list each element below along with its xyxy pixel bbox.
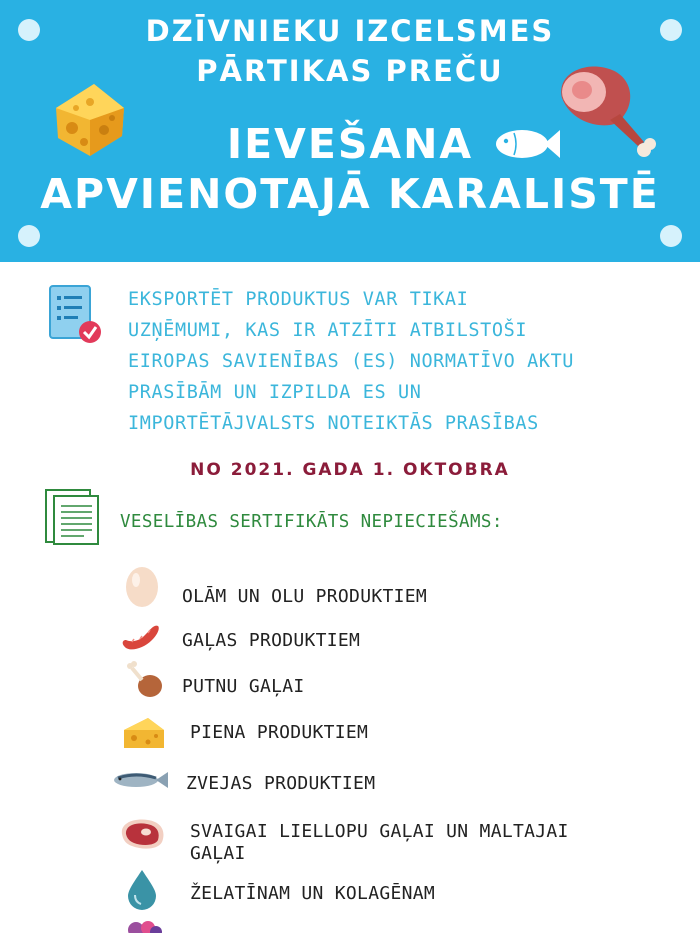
egg-icon (124, 562, 160, 608)
item-label-line-1: SVAIGAI LIELLOPU GAĻAI UN MALTAJAI (190, 821, 569, 842)
cheese-icon (122, 714, 166, 752)
item-label-line-2: GAĻAI (190, 843, 246, 864)
droplet-icon (126, 868, 158, 910)
chicken-leg-icon (124, 660, 164, 700)
list-item (182, 630, 360, 652)
intro-line: PRASĪBĀM UN IZPILDA ES UN (128, 382, 422, 403)
header-title-line-1: DZĪVNIEKU IZCELSMES (145, 14, 555, 48)
corner-dot (18, 225, 40, 247)
intro-line: EIROPAS SAVIENĪBAS (ES) NORMATĪVO AKTU (128, 351, 575, 372)
item-label: ZVEJAS PRODUKTIEM (186, 773, 376, 794)
item-label: ŽELATĪNAM UN KOLAGĒNAM (190, 883, 436, 904)
intro-line: UZŅĒMUMI, KAS IR ATZĪTI ATBILSTOŠI (128, 320, 528, 341)
intro-line: IMPORTĒTĀJVALSTS NOTEIKTĀS PRASĪBAS (128, 413, 539, 434)
list-item (186, 773, 375, 795)
list-item (190, 722, 368, 744)
date-heading: NO 2021. GADA 1. OKTOBRA (190, 460, 510, 480)
list-item (190, 821, 569, 865)
item-label: GAĻAS PRODUKTIEM (182, 630, 361, 651)
item-label: PUTNU GAĻAI (182, 676, 305, 697)
item-label: OLĀM UN OLU PRODUKTIEM (182, 586, 428, 607)
list-item (182, 586, 427, 608)
fish-icon (494, 124, 562, 164)
certificate-heading: VESELĪBAS SERTIFIKĀTS NEPIECIEŠAMS: (120, 512, 503, 532)
intro-line: EKSPORTĒT PRODUKTUS VAR TIKAI (128, 289, 469, 310)
corner-dot (660, 225, 682, 247)
header-title-line-2: PĀRTIKAS PREČU (196, 54, 504, 88)
item-label: PIENA PRODUKTIEM (190, 722, 369, 743)
steak-icon (118, 816, 168, 852)
header-banner (0, 0, 700, 262)
list-item (182, 676, 305, 698)
candy-icon (124, 916, 164, 933)
header-title-line-3: IEVEŠANA (226, 120, 474, 168)
document-check-icon (48, 284, 104, 346)
header-title-line-4: APVIENOTAJĀ KARALISTĒ (40, 170, 660, 218)
intro-text (128, 284, 688, 439)
list-item (190, 883, 435, 905)
cheese-icon (50, 78, 130, 160)
fish-icon (112, 768, 170, 792)
documents-icon (42, 486, 104, 548)
ham-icon (552, 58, 660, 162)
sausage-icon (118, 620, 164, 654)
